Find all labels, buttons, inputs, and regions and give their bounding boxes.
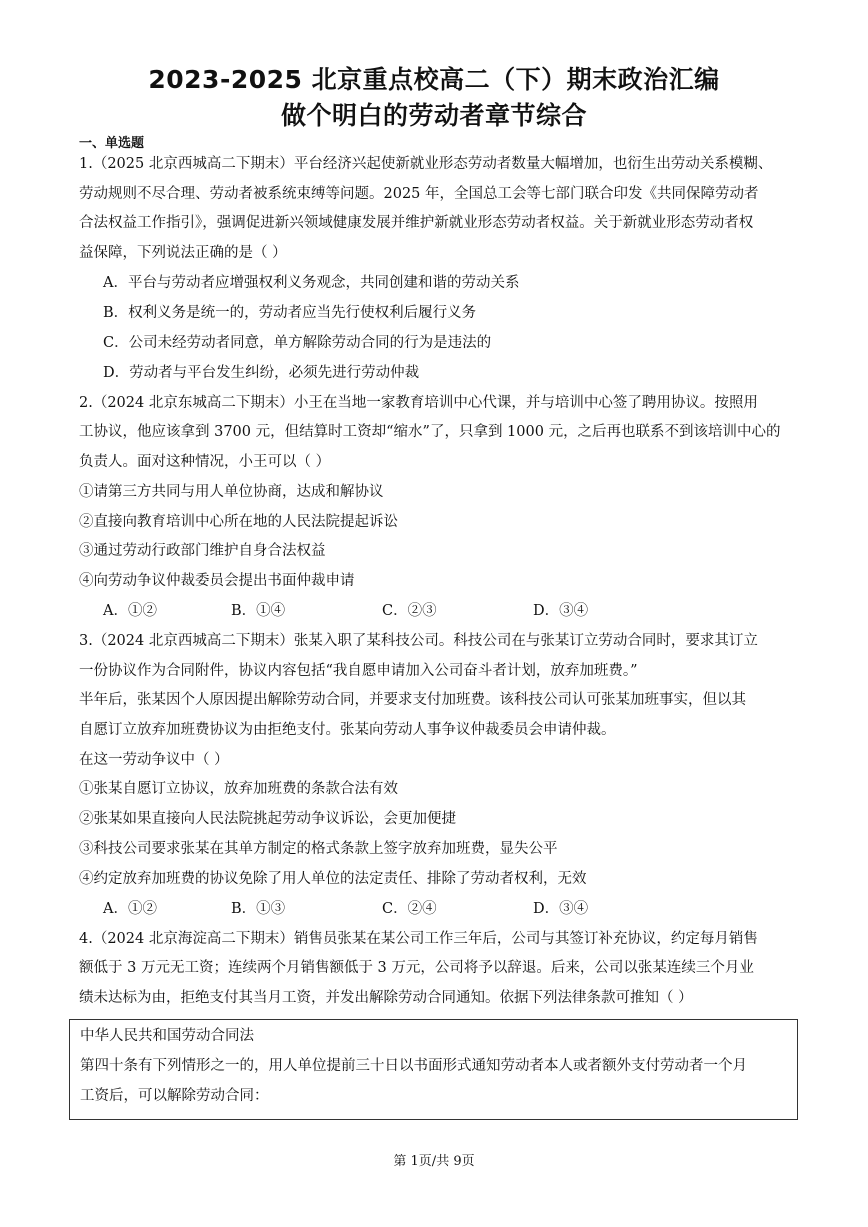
question-3-stem-line: 一份协议作为合同附件，协议内容包括“我自愿申请加入公司奋斗者计划，放弃加班费。” [79,663,638,679]
question-3-stem-line: 半年后，张某因个人原因提出解除劳动合同，并要求支付加班费。该科技公司认可张某加班事实，但以其 [79,692,746,708]
question-2-item-2: ②直接向教育培训中心所在地的人民法院提起诉讼 [79,514,398,530]
question-1-option-b: B．权利义务是统一的，劳动者应当先行使权利后履行义务 [103,305,477,321]
section-heading: 一、单选题 [79,136,145,151]
question-3-choice-d: D．③④ [533,901,589,917]
question-2-choice-c: C．②③ [382,603,437,619]
question-1-stem-line: 劳动规则不尽合理、劳动者被系统束缚等问题。2025 年，全国总工会等七部门联合印发《共同保障劳动者 [79,186,759,202]
question-3-item-1: ①张某自愿订立协议，放弃加班费的条款合法有效 [79,781,398,797]
question-2-stem-line: 工协议，他应该拿到 3700 元，但结算时工资却“缩水”了，只拿到 1000 元，之后再也联系不到该培训中心的 [79,424,781,440]
law-excerpt-box [69,1019,798,1120]
question-3-stem-line: 3.（2024 北京西城高二下期末）张某入职了某科技公司。科技公司在与张某订立劳动合同时，要求其订立 [79,633,758,649]
law-excerpt-line: 工资后，可以解除劳动合同： [80,1088,269,1104]
question-1-stem-line: 益保障，下列说法正确的是（ ） [79,245,287,261]
question-2-item-4: ④向劳动争议仲裁委员会提出书面仲裁申请 [79,573,355,589]
question-3-stem-line: 在这一劳动争议中（ ） [79,752,229,768]
question-4-stem-line: 额低于 3 万元无工资；连续两个月销售额低于 3 万元，公司将予以辞退。后来，公司以张某连续三个月业 [79,960,754,976]
law-excerpt-title: 中华人民共和国劳动合同法 [80,1028,254,1044]
question-4-stem-line: 4.（2024 北京海淀高二下期末）销售员张某在某公司工作三年后，公司与其签订补充协议，约定每月销售 [79,931,758,947]
question-3-item-2: ②张某如果直接向人民法院挑起劳动争议诉讼，会更加便捷 [79,811,456,827]
question-1-option-a: A．平台与劳动者应增强权利义务观念，共同创建和谐的劳动关系 [103,275,520,291]
document-title-line2: 做个明白的劳动者章节综合 [280,101,587,130]
question-2-choice-a: A．①② [103,603,157,619]
page-number: 第 1页/共 9页 [393,1154,475,1169]
question-2-stem-line: 负责人。面对这种情况，小王可以（ ） [79,454,331,470]
question-3-choice-a: A．①② [103,901,157,917]
question-3-choice-c: C．②④ [382,901,437,917]
question-3-stem-line: 自愿订立放弃加班费协议为由拒绝支付。张某向劳动人事争议仲裁委员会申请仲裁。 [79,722,616,738]
question-1-stem-line: 1.（2025 北京西城高二下期末）平台经济兴起使新就业形态劳动者数量大幅增加，也衍生出劳动关系模糊、 [79,156,773,172]
question-2-choice-b: B．①④ [231,603,286,619]
question-2-choice-d: D．③④ [533,603,589,619]
question-4-stem-line: 绩未达标为由，拒绝支付其当月工资，并发出解除劳动合同通知。依据下列法律条款可推知（ ） [79,990,693,1006]
question-2-item-3: ③通过劳动行政部门维护自身合法权益 [79,543,326,559]
question-3-item-3: ③科技公司要求张某在其单方制定的格式条款上签字放弃加班费，显失公平 [79,841,558,857]
question-3-item-4: ④约定放弃加班费的协议免除了用人单位的法定责任、排除了劳动者权利，无效 [79,871,587,887]
question-1-option-c: C．公司未经劳动者同意，单方解除劳动合同的行为是违法的 [103,335,492,351]
law-excerpt-line: 第四十条有下列情形之一的，用人单位提前三十日以书面形式通知劳动者本人或者额外支付劳动者一个月 [80,1058,747,1074]
question-3-choice-b: B．①③ [231,901,286,917]
question-2-stem-line: 2.（2024 北京东城高二下期末）小王在当地一家教育培训中心代课，并与培训中心签了聘用协议。按照用 [79,395,758,411]
question-2-item-1: ①请第三方共同与用人单位协商，达成和解协议 [79,484,384,500]
document-title-line1: 2023-2025 北京重点校高二（下）期末政治汇编 [148,65,720,94]
question-1-stem-line: 合法权益工作指引》，强调促进新兴领域健康发展并维护新就业形态劳动者权益。关于新就业形态劳动者权 [79,215,754,231]
question-1-option-d: D．劳动者与平台发生纠纷，必须先进行劳动仲裁 [103,365,420,381]
